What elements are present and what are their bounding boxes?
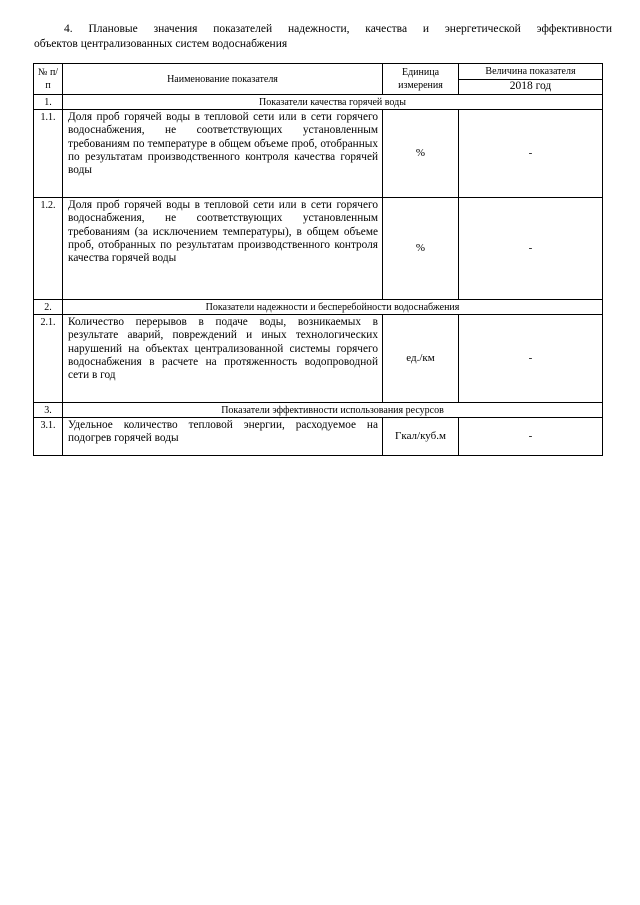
section-row — [34, 95, 603, 110]
header-value: Величина показателя — [459, 64, 603, 80]
section-row — [34, 403, 603, 418]
row-num: 1.1. — [34, 110, 63, 198]
section-heading — [34, 22, 612, 52]
table-row — [34, 315, 603, 403]
row-value: - — [459, 198, 603, 300]
header-year: 2018 год — [459, 79, 603, 95]
header-name: Наименование показателя — [63, 64, 383, 95]
row-unit: % — [383, 198, 459, 300]
section-num: 3. — [34, 403, 63, 418]
section-row — [34, 300, 603, 315]
row-value: - — [459, 110, 603, 198]
section-title: Показатели качества горячей воды — [63, 95, 603, 110]
row-name: Удельное количество тепловой энергии, расходуемое на подогрев горячей воды — [63, 418, 383, 456]
table-row — [34, 110, 603, 198]
row-name: Доля проб горячей воды в тепловой сети или в сети горячего водоснабжения, не соответствующих установленным требованиям (за исключением температуры), в общем объеме проб, отобранных по результатам производственного контроля качества горячей воды — [63, 198, 383, 300]
row-num: 1.2. — [34, 198, 63, 300]
row-num: 3.1. — [34, 418, 63, 456]
header-row — [34, 64, 603, 80]
table-row — [34, 198, 603, 300]
row-num: 2.1. — [34, 315, 63, 403]
heading-line-2: объектов централизованных систем водоснабжения — [34, 38, 288, 50]
header-unit: Единица измерения — [383, 64, 459, 95]
indicators-table — [33, 63, 603, 456]
section-title: Показатели надежности и бесперебойности водоснабжения — [63, 300, 603, 315]
row-unit: % — [383, 110, 459, 198]
row-name: Количество перерывов в подаче воды, возникаемых в результате аварий, повреждений и иных технологических нарушений на объектах централизованной системы горячего водоснабжения в расчете на протяженность водопроводной сети в год — [63, 315, 383, 403]
row-unit: Гкал/куб.м — [383, 418, 459, 456]
heading-line-1: 4. Плановые значения показателей надежности, качества и энергетической эффективности — [64, 23, 612, 35]
section-num: 2. — [34, 300, 63, 315]
row-unit: ед./км — [383, 315, 459, 403]
row-name: Доля проб горячей воды в тепловой сети или в сети горячего водоснабжения, не соответствующих установленным требованиям по температуре в общем объеме проб, отобранных по результатам производственного контроля качества горячей воды — [63, 110, 383, 198]
row-value: - — [459, 315, 603, 403]
header-num: № п/п — [34, 64, 63, 95]
table-row — [34, 418, 603, 456]
section-title: Показатели эффективности использования ресурсов — [63, 403, 603, 418]
row-value: - — [459, 418, 603, 456]
section-num: 1. — [34, 95, 63, 110]
